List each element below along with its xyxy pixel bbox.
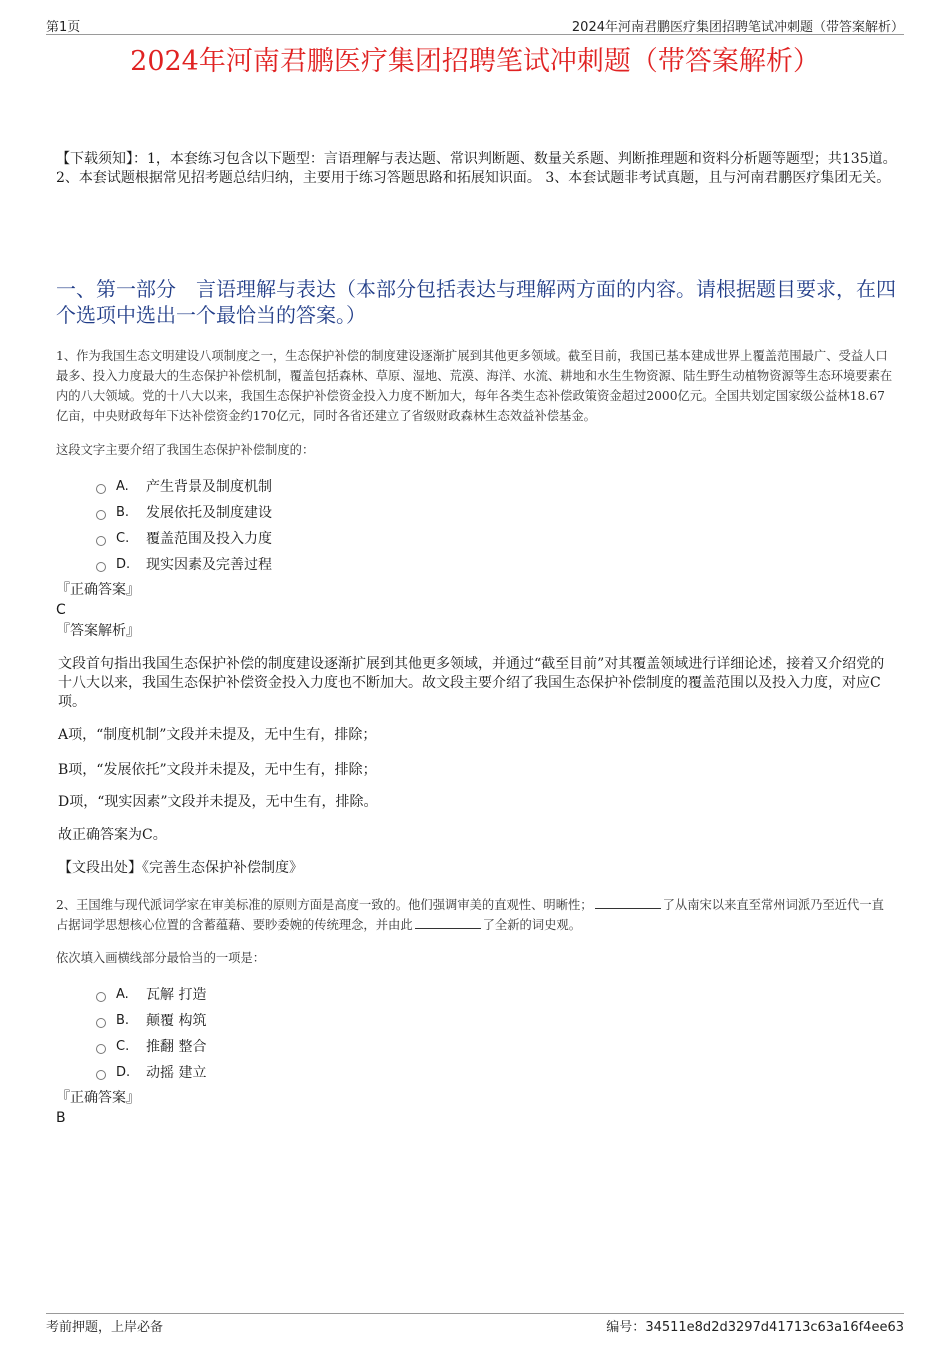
option-text: 推翻 整合: [146, 1039, 207, 1055]
section-heading: 一、第一部分 言语理解与表达（本部分包括表达与理解两方面的内容。请根据题目要求，在四个选项中选出一个最恰当的答案。）: [56, 277, 896, 327]
q1-stem: 1、作为我国生态文明建设八项制度之一，生态保护补偿的制度建设逐渐扩展到其他更多领域。截至目前，我国已基本建成世界上覆盖范围最广、受益人口最多、投入力度最大的生态保护补偿机制，覆盖包括森林、草原、湿地、荒漠、海洋、水流、耕地和水生生物资源、陆生野生动植物资源等生态环境要素在内的八大领域。党的十八大以来，我国生态保护补偿资金投入力度不断加大，每年各类生态补偿政策资金超过2000亿元。全国共划定国家级公益林18.67亿亩，中央财政每年下达补偿资金约170亿元，同时各省还建立了省级财政森林生态效益补偿基金。: [56, 349, 893, 423]
radio-icon[interactable]: [96, 1070, 106, 1080]
q1-analysis-conclusion: 故正确答案为C。: [58, 827, 167, 843]
radio-icon[interactable]: [96, 510, 106, 520]
option-text: 发展依托及制度建设: [146, 505, 272, 521]
q1-analysis-label: 『答案解析』: [56, 623, 140, 639]
option-text: 动摇 建立: [146, 1065, 207, 1081]
q1-options: [96, 473, 272, 577]
q1-answer: C: [56, 602, 66, 618]
q2-answer: B: [56, 1110, 66, 1126]
q1-option-d[interactable]: [96, 551, 272, 577]
option-letter: A.: [116, 478, 129, 494]
option-text: 瓦解 打造: [146, 987, 207, 1003]
footer-code-value: 34511e8d2d3297d41713c63a16f4ee63: [645, 1320, 904, 1335]
q1-answer-label: 『正确答案』: [56, 582, 140, 598]
option-text: 产生背景及制度机制: [146, 479, 272, 495]
q2-options: [96, 981, 206, 1085]
radio-icon[interactable]: [96, 484, 106, 494]
q1-option-b[interactable]: [96, 499, 272, 525]
option-text: 覆盖范围及投入力度: [146, 531, 272, 547]
fill-blank: [415, 917, 481, 929]
radio-icon[interactable]: [96, 992, 106, 1002]
q1-option-c[interactable]: [96, 525, 272, 551]
page-footer: [46, 1313, 904, 1334]
q1-option-a[interactable]: [96, 473, 272, 499]
download-notice: 【下载须知】：1，本套练习包含以下题型：言语理解与表达题、常识判断题、数量关系题、判断推理题和资料分析题等题型；共135道。 2、本套试题根据常见招考题总结归纳，主要用于练习答题思路和拓展知识面。 3、本套试题非考试真题，且与河南君鹏医疗集团无关。: [56, 151, 897, 186]
q2-stem: [56, 895, 896, 935]
page-number: 第1页: [46, 20, 81, 35]
q1-question: 这段文字主要介绍了我国生态保护补偿制度的：: [56, 443, 315, 457]
footer-slogan: 考前押题，上岸必备: [46, 1320, 164, 1335]
q2-stem-part-3: 了全新的词史观。: [482, 918, 582, 932]
option-letter: B.: [116, 1012, 130, 1028]
q1-source: 【文段出处】《完善生态保护补偿制度》: [58, 860, 303, 876]
q2-answer-label: 『正确答案』: [56, 1090, 140, 1106]
option-letter: C.: [116, 1038, 130, 1054]
q2-option-a[interactable]: [96, 981, 206, 1007]
option-letter: D.: [116, 556, 131, 572]
option-letter: A.: [116, 986, 129, 1002]
option-letter: C.: [116, 530, 130, 546]
q1-analysis-main: 文段首句指出我国生态保护补偿的制度建设逐渐扩展到其他更多领域，并通过“截至目前”对其覆盖领域进行详细论述，接着又介绍党的十八大以来，我国生态保护补偿资金投入力度也不断加大。故文段主要介绍了我国生态保护补偿制度的覆盖范围以及投入力度，对应C项。: [58, 656, 885, 710]
radio-icon[interactable]: [96, 536, 106, 546]
fill-blank: [595, 897, 661, 909]
page-header: [46, 14, 904, 35]
q2-stem-part-2: 了从南宋以来直至常州词派乃至近代一直占据词学思想核心位置的含蓄蕴藉、要眇委婉的传统理念，并由此: [56, 898, 884, 932]
footer-code: [606, 1316, 904, 1335]
q2-question: 依次填入画横线部分最恰当的一项是：: [56, 951, 266, 965]
q2-option-d[interactable]: [96, 1059, 206, 1085]
option-letter: B.: [116, 504, 130, 520]
option-letter: D.: [116, 1064, 131, 1080]
option-text: 颠覆 构筑: [146, 1013, 207, 1029]
header-doc-title: 2024年河南君鹏医疗集团招聘笔试冲刺题（带答案解析）: [571, 20, 904, 35]
document-title: 2024年河南君鹏医疗集团招聘笔试冲刺题（带答案解析）: [130, 46, 820, 77]
radio-icon[interactable]: [96, 1044, 106, 1054]
q2-option-b[interactable]: [96, 1007, 206, 1033]
footer-code-label: 编号：: [606, 1320, 646, 1335]
q2-option-c[interactable]: [96, 1033, 206, 1059]
option-text: 现实因素及完善过程: [146, 557, 272, 573]
radio-icon[interactable]: [96, 1018, 106, 1028]
q2-stem-part-1: 2、王国维与现代派词学家在审美标准的原则方面是高度一致的。他们强调审美的直观性、明晰性；: [56, 898, 593, 912]
q1-analysis-d: D项，“现实因素”文段并未提及，无中生有，排除。: [58, 794, 378, 810]
q1-analysis-b: B项，“发展依托”文段并未提及，无中生有，排除；: [58, 762, 377, 778]
q1-analysis-a: A项，“制度机制”文段并未提及，无中生有，排除；: [58, 727, 377, 743]
radio-icon[interactable]: [96, 562, 106, 572]
